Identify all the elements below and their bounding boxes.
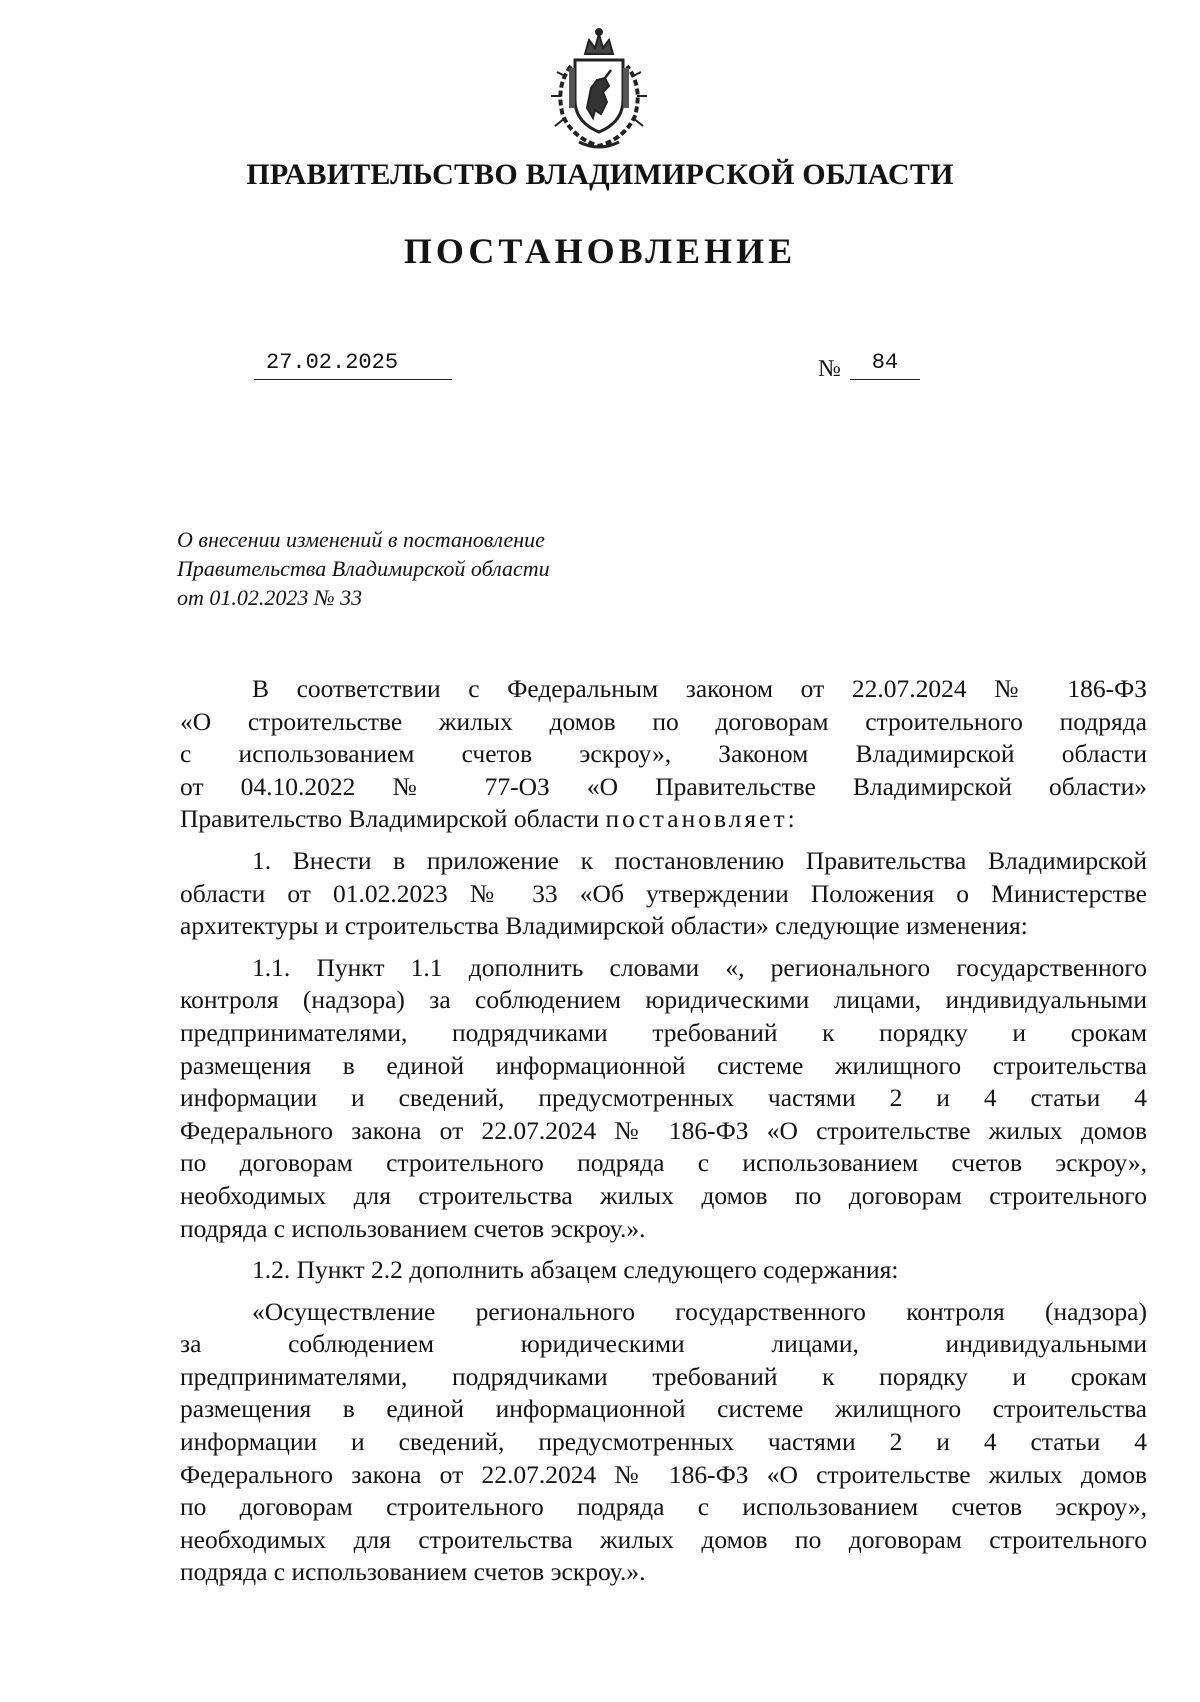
text-line: подряда с использованием счетов эскроу.».	[180, 1557, 646, 1587]
text-line: за соблюдением юридическими лицами, индивидуальными	[180, 1329, 1147, 1359]
quoted-paragraph	[180, 1296, 1147, 1589]
resolves-word: постановляет:	[605, 804, 798, 834]
text-line: В соответствии с Федеральным законом от 22.07.2024 № 186-ФЗ	[252, 674, 1147, 703]
subject-block	[177, 525, 627, 612]
document-date: 27.02.2025	[254, 350, 452, 380]
text-line: контроля (надзора) за соблюдением юридическими лицами, индивидуальными	[180, 985, 1147, 1015]
text-line: Федерального закона от 22.07.2024 № 186-ФЗ «О строительстве жилых домов	[180, 1459, 1147, 1489]
text-line: информации и сведений, предусмотренных частями 2 и 4 статьи 4	[180, 1427, 1147, 1457]
preamble-paragraph	[180, 673, 1147, 836]
paragraph-1-1	[180, 952, 1147, 1245]
text-line: 1.1. Пункт 1.1 дополнить словами «, регионального государственного	[252, 952, 1147, 982]
organization-title: ПРАВИТЕЛЬСТВО ВЛАДИМИРСКОЙ ОБЛАСТИ	[246, 158, 954, 191]
text-line: необходимых для строительства жилых домов по договорам строительного	[180, 1180, 1147, 1210]
paragraph-1	[180, 845, 1147, 943]
text-line: с использованием счетов эскроу», Законом Владимирской области	[180, 739, 1147, 769]
subject-line: Правительства Владимирской области	[177, 556, 550, 581]
text-line: области от 01.02.2023 № 33 «Об утверждении Положения о Министерстве	[180, 878, 1147, 908]
number-sign: №	[818, 356, 841, 382]
text-line	[180, 803, 1147, 836]
text-line: по договорам строительного подряда с использованием счетов эскроу»,	[180, 1148, 1147, 1178]
document-type-title: ПОСТАНОВЛЕНИЕ	[403, 231, 797, 271]
subject-line: от 01.02.2023 № 33	[177, 585, 363, 610]
text-line: информации и сведений, предусмотренных частями 2 и 4 статьи 4	[180, 1083, 1147, 1113]
text-line: от 04.10.2022 № 77-ОЗ «О Правительстве Владимирской области»	[180, 771, 1147, 801]
text-line: «О строительстве жилых домов по договорам строительного подряда	[180, 706, 1147, 736]
text-line: подряда с использованием счетов эскроу.».	[180, 1213, 646, 1243]
document-number: 84	[850, 350, 920, 380]
subject-line: О внесении изменений в постановление	[177, 527, 545, 552]
text-line: необходимых для строительства жилых домов по договорам строительного	[180, 1524, 1147, 1554]
text-line: «Осуществление регионального государственного контроля (надзора)	[252, 1296, 1147, 1326]
paragraph-1-2	[180, 1254, 1147, 1287]
text-line: Федерального закона от 22.07.2024 № 186-ФЗ «О строительстве жилых домов	[180, 1115, 1147, 1145]
document-body	[180, 673, 1147, 1598]
text-fragment: Правительство Владимирской области	[180, 804, 606, 834]
text-line: по договорам строительного подряда с использованием счетов эскроу»,	[180, 1492, 1147, 1522]
coat-of-arms-icon	[541, 26, 657, 154]
text-line: 1.2. Пункт 2.2 дополнить абзацем следующего содержания:	[252, 1255, 899, 1285]
text-line: размещения в единой информационной системе жилищного строительства	[180, 1394, 1147, 1424]
text-line: предпринимателями, подрядчиками требований к порядку и срокам	[180, 1017, 1147, 1047]
text-line: архитектуры и строительства Владимирской области» следующие изменения:	[180, 911, 1028, 941]
text-line: предпринимателями, подрядчиками требований к порядку и срокам	[180, 1361, 1147, 1391]
text-line: 1. Внести в приложение к постановлению Правительства Владимирской	[252, 845, 1147, 875]
text-line: размещения в единой информационной системе жилищного строительства	[180, 1050, 1147, 1080]
